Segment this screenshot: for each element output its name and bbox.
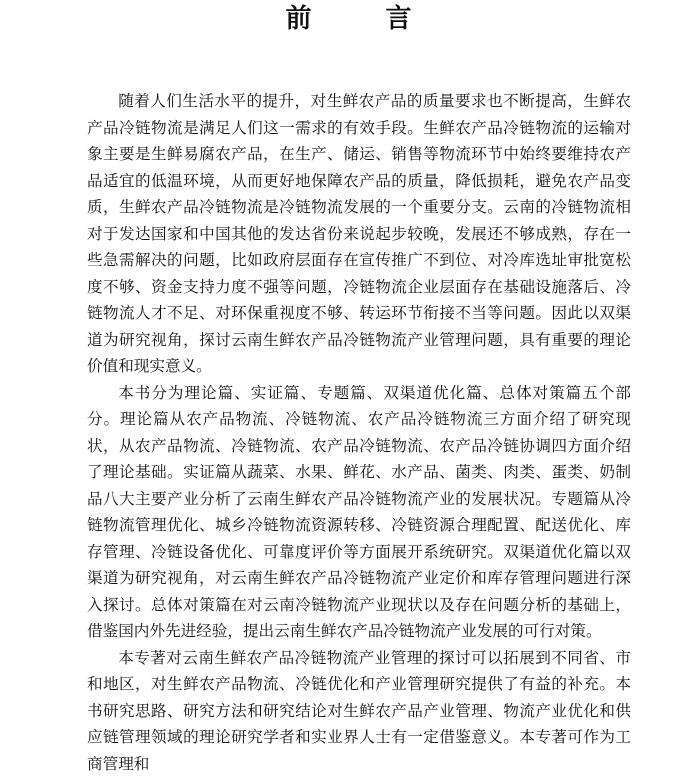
paragraph-1: 随着人们生活水平的提升，对生鲜农产品的质量要求也不断提高，生鲜农产品冷链物流是满足人们这一需求的有效手段。生鲜农产品冷链物流的运输对象主要是生鲜易腐农产品，在生产、储运、销售等物流环节中始终要维持农产品适宜的低温环境，从而更好地保障农产品的质量，降低损耗，避免农产品变质，生鲜农产品冷链物流是冷链物流发展的一个重要分支。云南的冷链物流相对于发达国家和中国其他的发达省份来说起步较晚，发展还不够成熟，存在一些急需解决的问题，比如政府层面存在宣传推广不到位、对冷库选址审批宽松度不够、资金支持力度不强等问题，冷链物流企业层面存在基础设施落后、冷链物流人才不足、对环保重视度不够、转运环节衔接不当等问题。因此以双渠道为研究视角，探讨云南生鲜农产品冷链物流产业管理问题，具有重要的理论价值和现实意义。: [87, 88, 631, 380]
paragraph-3: 本专著对云南生鲜农产品冷链物流产业管理的探讨可以拓展到不同省、市和地区，对生鲜农产品物流、冷链优化和产业管理研究提供了有益的补充。本书研究思路、研究方法和研究结论对生鲜农产品产业管理、物流产业优化和供应链管理领域的理论研究学者和实业界人士有一定借鉴意义。本专著可作为工商管理和: [87, 645, 631, 777]
body-text: [87, 88, 631, 777]
paragraph-2: 本书分为理论篇、实证篇、专题篇、双渠道优化篇、总体对策篇五个部分。理论篇从农产品物流、冷链物流、农产品冷链物流三方面介绍了研究现状，从农产品物流、冷链物流、农产品冷链物流、农产品冷链协调四方面介绍了理论基础。实证篇从蔬菜、水果、鲜花、水产品、菌类、肉类、蛋类、奶制品八大主要产业分析了云南生鲜农产品冷链物流产业的发展状况。专题篇从冷链物流管理优化、城乡冷链物流资源转移、冷链资源合理配置、配送优化、库存管理、冷链设备优化、可靠度评价等方面展开系统研究。双渠道优化篇以双渠道为研究视角，对云南生鲜农产品冷链物流产业定价和库存管理问题进行深入探讨。总体对策篇在对云南冷链物流产业现状以及存在问题分析的基础上，借鉴国内外先进经验，提出云南生鲜农产品冷链物流产业发展的可行对策。: [87, 380, 631, 645]
page-title: 前 言: [0, 2, 697, 36]
